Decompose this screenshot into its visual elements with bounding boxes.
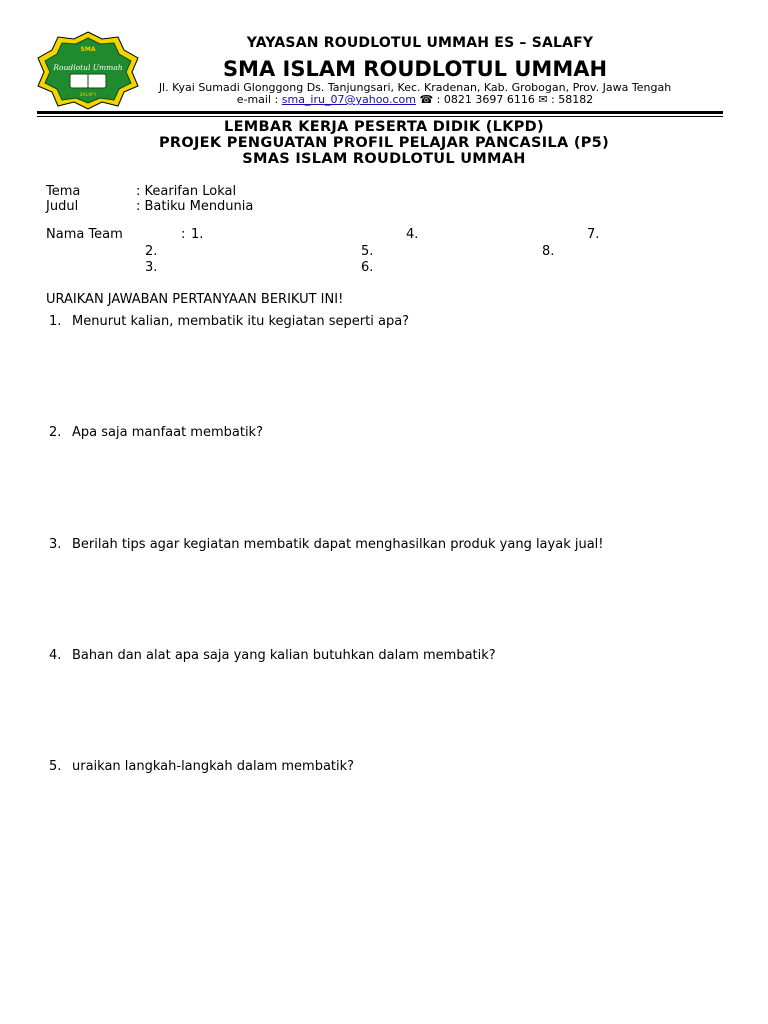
- postal-code: : 58182: [547, 93, 594, 106]
- question-2-number: 2.: [49, 425, 62, 440]
- mail-icon: ✉: [538, 93, 548, 106]
- doc-title-p5: PROJEK PENGUATAN PROFIL PELAJAR PANCASILA (P5): [158, 135, 610, 151]
- header-divider-thin: [37, 116, 723, 117]
- foundation-name: YAYASAN ROUDLOTUL UMMAH ES – SALAFY: [246, 35, 594, 51]
- logo-text: SMA: [80, 46, 96, 53]
- doc-title-school: SMAS ISLAM ROUDLOTUL UMMAH: [242, 151, 526, 167]
- team-number-3: 3.: [145, 260, 158, 275]
- header-divider-thick: [37, 111, 723, 114]
- team-number-7: 7.: [587, 227, 600, 242]
- question-5-number: 5.: [49, 759, 62, 774]
- phone-number: ☎ : 0821 3697 6116: [415, 93, 539, 106]
- school-address: Jl. Kyai Sumadi Glonggong Ds. Tanjungsari, Kec. Kradenan, Kab. Grobogan, Prov. Jawa Tengah: [158, 81, 672, 94]
- email-link[interactable]: sma_iru_07@yahoo.com: [281, 93, 416, 106]
- question-1-number: 1.: [49, 314, 62, 329]
- team-number-6: 6.: [361, 260, 374, 275]
- instruction-heading: URAIKAN JAWABAN PERTANYAAN BERIKUT INI!: [46, 292, 344, 307]
- logo-script: Roudlotul Ummah: [53, 63, 123, 72]
- team-number-2: 2.: [145, 244, 158, 259]
- email-label: e-mail :: [236, 93, 282, 106]
- tema-value: : Kearifan Lokal: [136, 184, 237, 199]
- team-colon: :: [181, 227, 186, 242]
- question-1-text: Menurut kalian, membatik itu kegiatan seperti apa?: [72, 314, 410, 329]
- question-4-number: 4.: [49, 648, 62, 663]
- question-3-number: 3.: [49, 537, 62, 552]
- tema-label: Tema: [46, 184, 81, 199]
- question-2-text: Apa saja manfaat membatik?: [72, 425, 263, 440]
- team-number-1: 1.: [191, 227, 204, 242]
- question-4-text: Bahan dan alat apa saja yang kalian butuhkan dalam membatik?: [72, 648, 496, 663]
- judul-label: Judul: [46, 199, 79, 214]
- judul-value: : Batiku Mendunia: [136, 199, 254, 214]
- logo-bottom-text: SALAFY: [79, 93, 97, 98]
- team-label: Nama Team: [46, 227, 123, 242]
- doc-title-lkpd: LEMBAR KERJA PESERTA DIDIK (LKPD): [224, 119, 544, 135]
- question-3-text: Berilah tips agar kegiatan membatik dapat menghasilkan produk yang layak jual!: [72, 537, 604, 552]
- team-number-8: 8.: [542, 244, 555, 259]
- question-5-text: uraikan langkah-langkah dalam membatik?: [72, 759, 355, 774]
- school-name: SMA ISLAM ROUDLOTUL UMMAH: [222, 57, 608, 81]
- team-number-4: 4.: [406, 227, 419, 242]
- school-contact: [100, 93, 730, 106]
- team-number-5: 5.: [361, 244, 374, 259]
